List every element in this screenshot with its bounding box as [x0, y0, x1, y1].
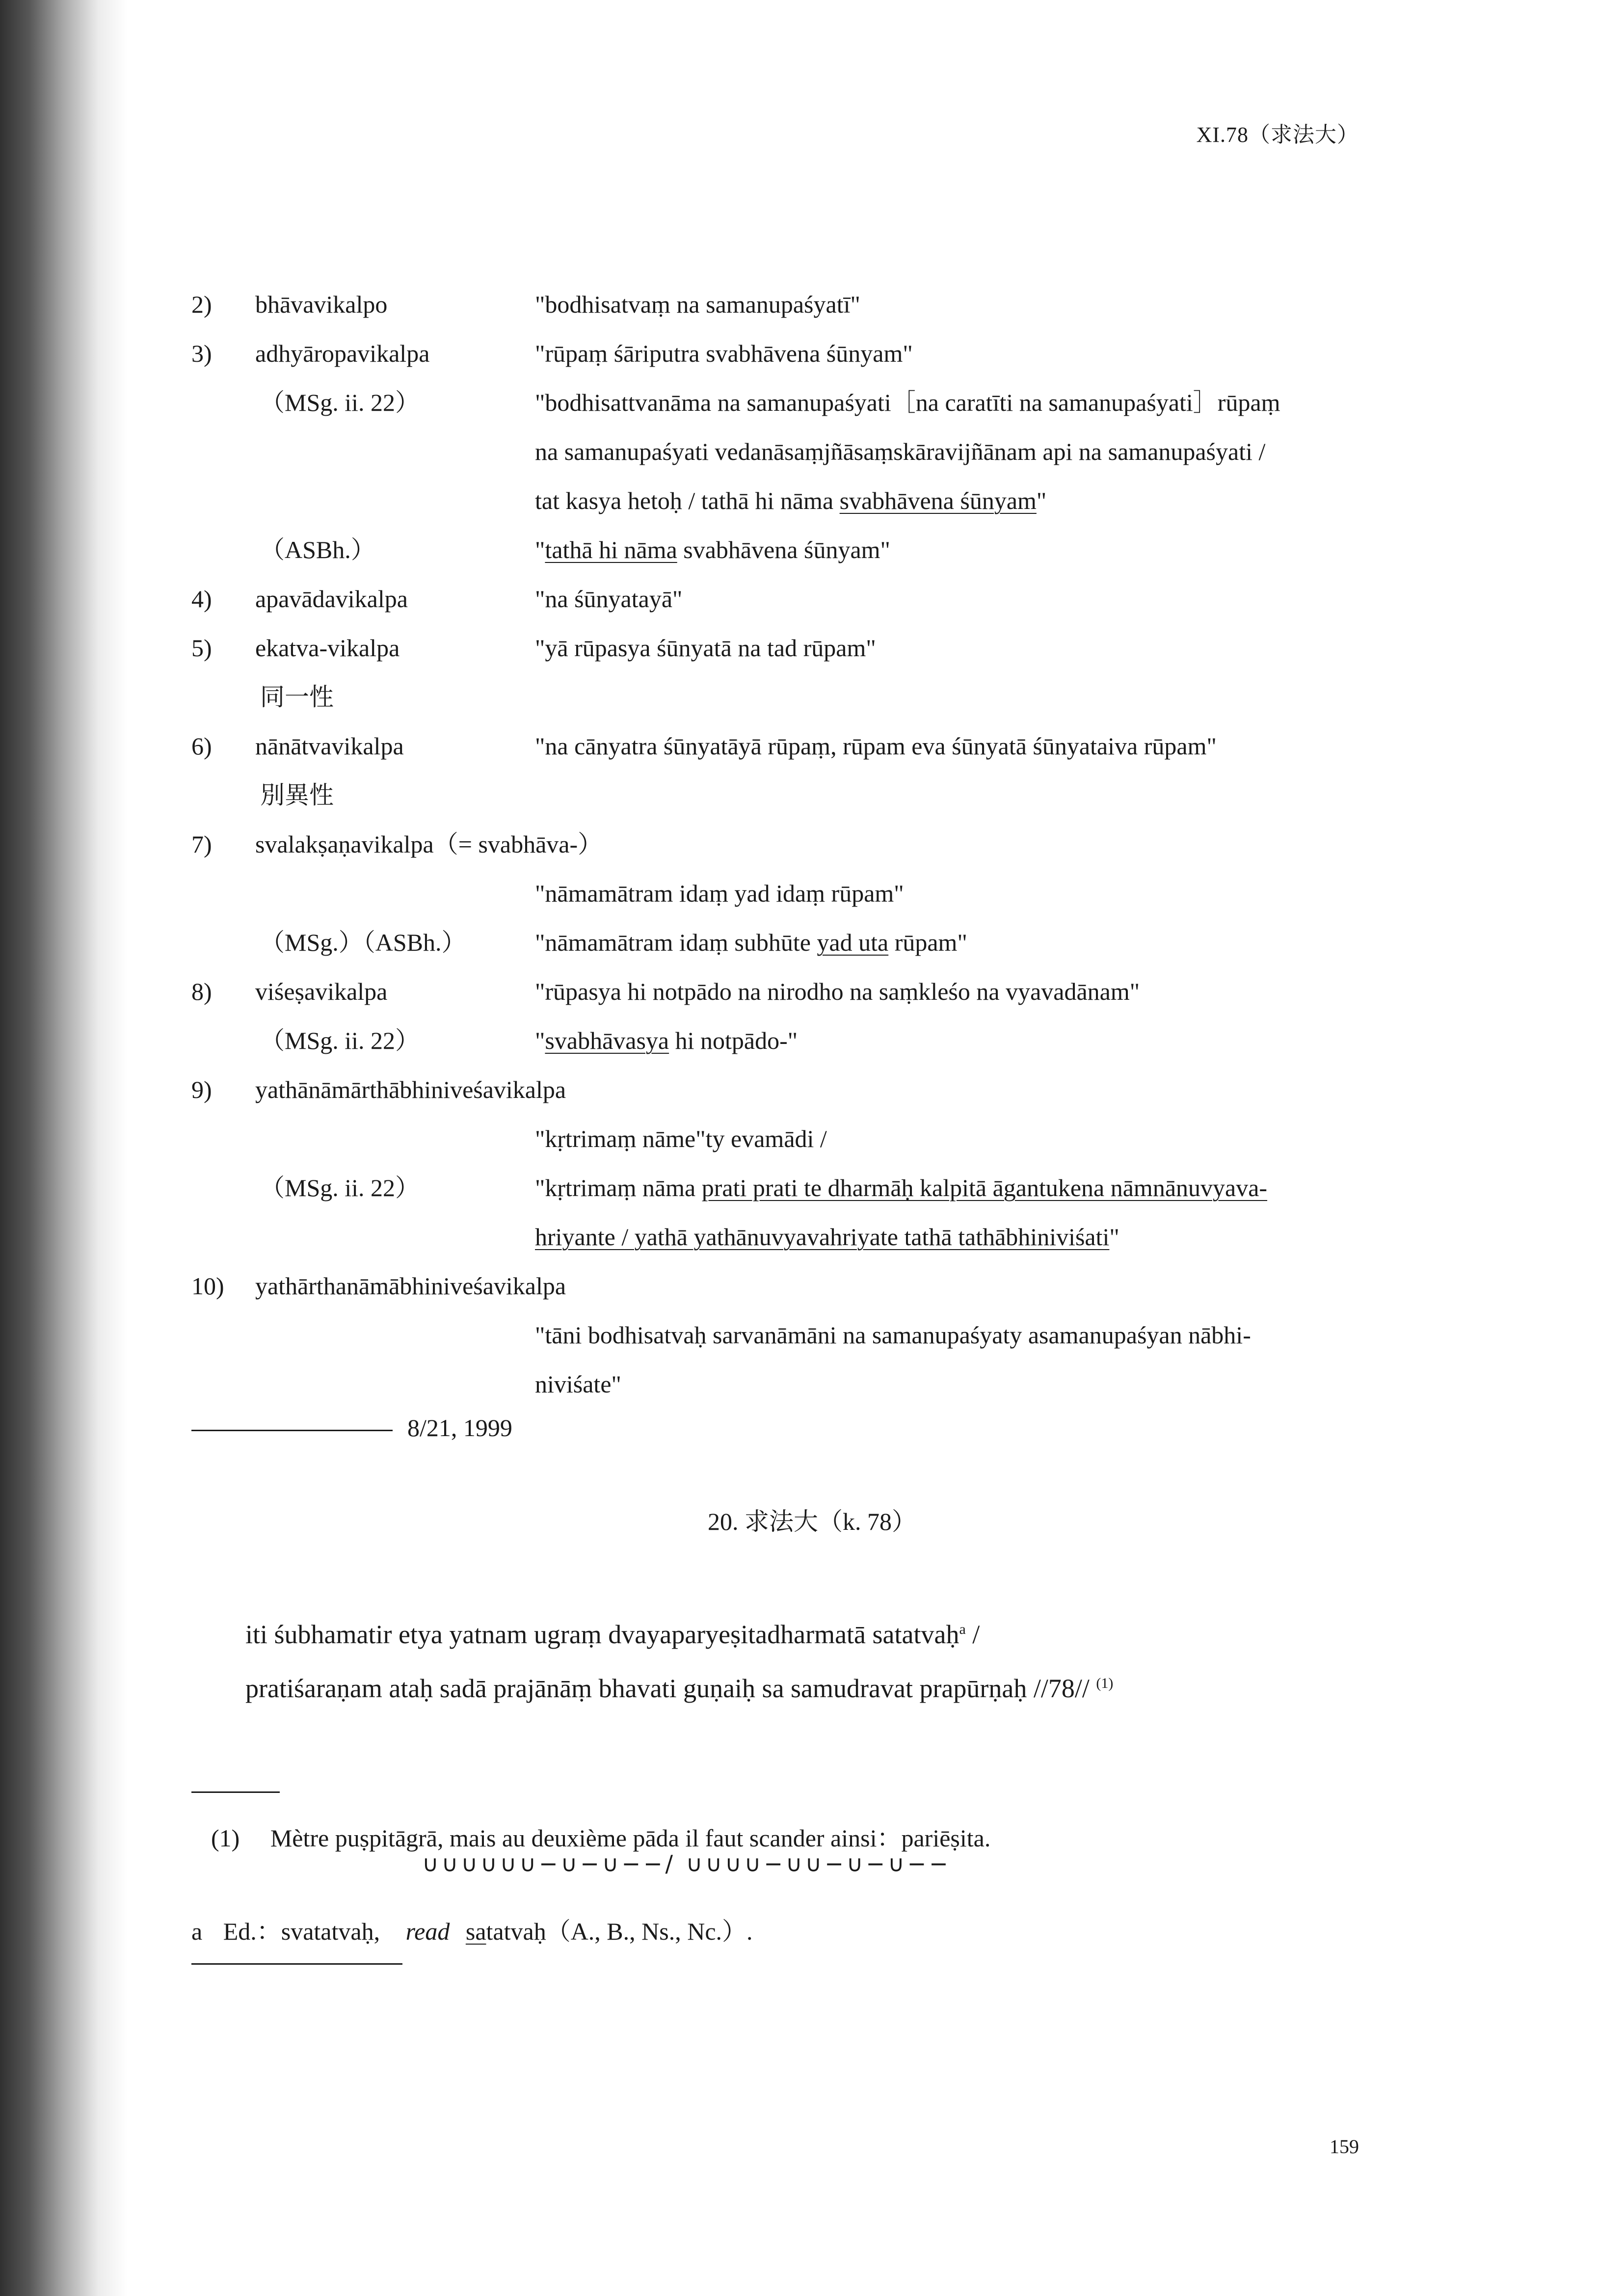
- entry-quote: "bodhisatvaṃ na samanupaśyatī": [535, 291, 860, 318]
- entry-term: yathānāmārthābhiniveśavikalpa: [255, 1076, 566, 1103]
- list-item: [191, 1261, 1359, 1310]
- entry-term: bhāvavikalpo: [255, 291, 388, 318]
- entry-quote: "tāni bodhisatvaḥ sarvanāmāni na samanupaśyaty asamanupaśyan nābhi-: [535, 1321, 1251, 1349]
- binding-shadow: [0, 0, 128, 2296]
- entry-source: 同一性: [260, 683, 334, 711]
- entry-quote: [535, 1163, 1267, 1212]
- entry-quote: "na śūnyatayā": [535, 585, 683, 613]
- entry-source: （MSg. ii. 22）: [260, 389, 420, 416]
- quote-text: "nāmamātram idaṃ subhūte: [535, 929, 817, 956]
- list-item: [191, 476, 1359, 525]
- entry-source: （MSg.）（ASBh.）: [260, 929, 466, 956]
- quote-text: ": [1036, 487, 1047, 514]
- entry-quote: [535, 1016, 798, 1065]
- entry-number: 9): [191, 1076, 212, 1103]
- entry-source: （ASBh.）: [260, 536, 375, 563]
- footnote-a-read: read: [405, 1918, 450, 1945]
- entry-number: 5): [191, 634, 212, 662]
- list-item: [191, 1212, 1359, 1261]
- entry-source: （MSg. ii. 22）: [260, 1027, 420, 1054]
- date-note-line: [191, 1414, 512, 1442]
- entry-quote: "yā rūpasya śūnyatā na tad rūpam": [535, 634, 876, 662]
- quote-text: hi notpādo-": [669, 1027, 798, 1054]
- entry-quote: "na cānyatra śūnyatāyā rūpaṃ, rūpam eva śūnyatā śūnyataiva rūpam": [535, 732, 1217, 760]
- list-item: [191, 329, 1359, 378]
- entry-quote: "rūpaṃ śāriputra svabhāvena śūnyam": [535, 340, 913, 367]
- list-item: [191, 820, 1359, 869]
- entry-quote: na samanupaśyati vedanāsaṃjñāsaṃskāravijñānam api na samanupaśyati /: [535, 438, 1266, 465]
- entry-quote: "rūpasya hi notpādo na nirodho na saṃkleśo na vyavadānam": [535, 978, 1140, 1005]
- entry-quote: "nāmamātram idaṃ yad idaṃ rūpam": [535, 880, 904, 907]
- list-item: [191, 378, 1359, 427]
- entry-source: 別異性: [260, 781, 334, 809]
- quote-text: ": [535, 536, 545, 563]
- footnote-1-number: (1): [211, 1824, 240, 1852]
- vikalpa-list: [191, 280, 1359, 1409]
- entry-quote: "kṛtrimaṃ nāme"ty evamādi /: [535, 1125, 827, 1152]
- quote-text: ": [1109, 1223, 1119, 1251]
- underlined-phrase: prati prati te dharmāḥ kalpitā āgantukena nāmnānuvyava-: [701, 1174, 1268, 1201]
- note-marker-a: a: [959, 1621, 966, 1637]
- entry-term: ekatva-vikalpa: [255, 634, 400, 662]
- list-item: [191, 525, 1359, 574]
- entry-number: 6): [191, 732, 212, 760]
- note-marker-1: (1): [1096, 1675, 1114, 1691]
- list-item: [191, 1163, 1359, 1212]
- footnote-rule: [191, 1791, 280, 1793]
- quote-text: rūpam": [888, 929, 967, 956]
- entry-number: 8): [191, 978, 212, 1005]
- entry-quote: [535, 476, 1046, 525]
- entry-quote: [535, 1212, 1119, 1261]
- list-item: [191, 1360, 1359, 1409]
- footnote-end-rule: [191, 1963, 402, 1965]
- entry-number: 2): [191, 291, 212, 318]
- list-item: [191, 1016, 1359, 1065]
- list-item: [191, 427, 1359, 476]
- underlined-phrase: hriyante / yathā yathānuvyavahriyate tathā tathābhiniviśati: [535, 1223, 1110, 1251]
- page-number: 159: [1330, 2136, 1359, 2158]
- footnote-a-underlined: sa: [465, 1918, 486, 1945]
- entry-number: 7): [191, 830, 212, 858]
- list-item: [191, 1114, 1359, 1163]
- entry-number: 3): [191, 340, 212, 367]
- list-item: [191, 623, 1359, 672]
- footnote-a-rest: tatvaḥ（A., B., Ns., Nc.）.: [486, 1918, 753, 1945]
- underlined-phrase: svabhāvena śūnyam: [839, 487, 1037, 514]
- list-item: [191, 672, 1359, 721]
- quote-text: "kṛtrimaṃ nāma: [535, 1174, 702, 1201]
- entry-quote: niviśate": [535, 1370, 621, 1398]
- list-item: [191, 721, 1359, 771]
- entry-term: apavādavikalpa: [255, 585, 408, 613]
- footnote-a: [191, 1912, 753, 1947]
- entry-number: 10): [191, 1272, 224, 1300]
- entry-quote: "bodhisattvanāma na samanupaśyati［na caratīti na samanupaśyati］rūpaṃ: [535, 389, 1280, 416]
- underlined-phrase: yad uta: [817, 929, 889, 956]
- list-item: [191, 869, 1359, 918]
- entry-quote: [535, 525, 890, 574]
- list-item: [191, 574, 1359, 623]
- meter-scheme: ∪∪∪∪∪∪−∪−∪−−/ ∪∪∪∪−∪∪−∪−∪−−: [422, 1850, 951, 1877]
- entry-term: nānātvavikalpa: [255, 732, 404, 760]
- list-item: [191, 1310, 1359, 1360]
- quote-text: svabhāvena śūnyam": [677, 536, 890, 563]
- verse-line-1: iti śubhamatir etya yatnam ugraṃ dvayaparyeṣitadharmatā satatvaḥ$^a$ /: [245, 1620, 980, 1649]
- footnote-1: [211, 1818, 990, 1854]
- footnote-a-edition: Ed.：svatatvaḥ,: [223, 1918, 380, 1945]
- entry-quote: [535, 918, 967, 967]
- entry-term: yathārthanāmābhiniveśavikalpa: [255, 1272, 566, 1300]
- entry-term: adhyāropavikalpa: [255, 340, 430, 367]
- list-item: [191, 967, 1359, 1016]
- quote-text: ": [535, 1027, 545, 1054]
- running-header: XI.78（求法大）: [1196, 123, 1359, 147]
- quote-text: tat kasya hetoḥ / tathā hi nāma: [535, 487, 840, 514]
- signature-rule: [191, 1430, 393, 1431]
- section-title: 20. 求法大（k. 78）: [708, 1508, 916, 1535]
- entry-term: viśeṣavikalpa: [255, 978, 388, 1005]
- list-item: [191, 918, 1359, 967]
- footnote-a-label: a: [191, 1918, 203, 1945]
- verse-line-2: pratiśaraṇam ataḥ sadā prajānāṃ bhavati guṇaiḥ sa samudravat prapūrṇaḥ //78// $^{(1)}$: [245, 1674, 1114, 1703]
- underlined-phrase: tathā hi nāma: [545, 536, 677, 563]
- underlined-phrase: svabhāvasya: [545, 1027, 669, 1054]
- footnote-1-text: Mètre puṣpitāgrā, mais au deuxième pāda il faut scander ainsi：pariēṣita.: [270, 1824, 991, 1852]
- list-item: [191, 771, 1359, 820]
- entry-source: （MSg. ii. 22）: [260, 1174, 420, 1201]
- verse-block: [245, 1605, 1113, 1713]
- list-item: [191, 1065, 1359, 1114]
- date-note: 8/21, 1999: [407, 1414, 512, 1442]
- entry-term: svalakṣaṇavikalpa（= svabhāva-）: [255, 830, 603, 858]
- entry-number: 4): [191, 585, 212, 613]
- list-item: [191, 280, 1359, 329]
